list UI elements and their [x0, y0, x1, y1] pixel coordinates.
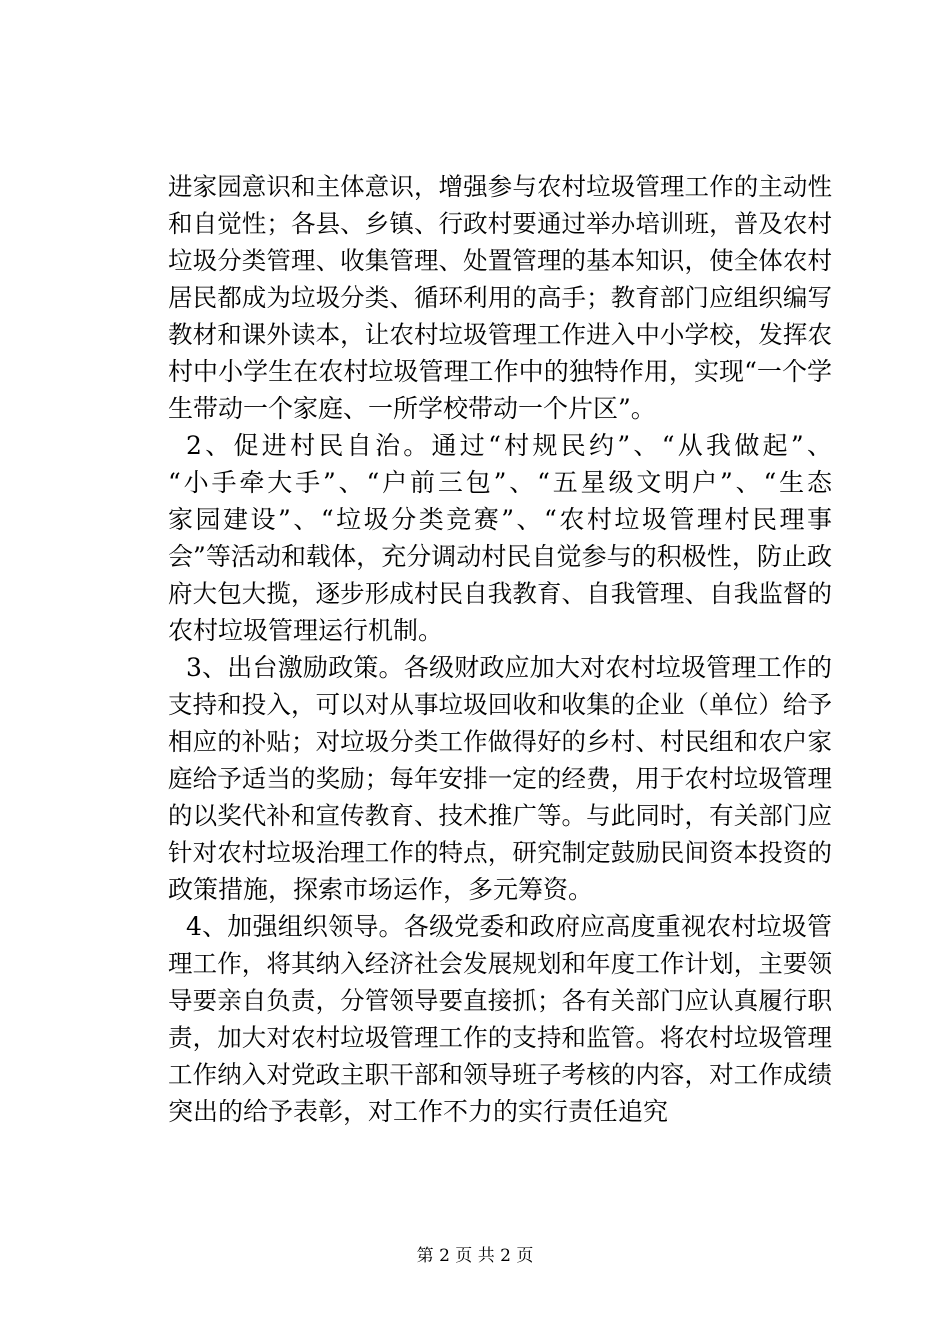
- paragraph-2-first-line: 2、促进村民自治。通过“村规民约”、“从我做起”、: [186, 431, 832, 460]
- text-line: 支持和投入，可以对从事垃圾回收和收集的企业（单位）给予: [168, 690, 832, 719]
- text-line: 相应的补贴；对垃圾分类工作做得好的乡村、村民组和农户家: [168, 727, 832, 756]
- text-line: 垃圾分类管理、收集管理、处置管理的基本知识，使全体农村: [168, 246, 832, 275]
- text-line: 农村垃圾管理运行机制。: [168, 616, 444, 645]
- text-line: 理工作，将其纳入经济社会发展规划和年度工作计划，主要领: [168, 949, 832, 978]
- text-line: 突出的给予表彰，对工作不力的实行责任追究: [168, 1097, 669, 1126]
- text-line: “小手牵大手”、“户前三包”、“五星级文明户”、“生态: [168, 468, 832, 497]
- text-line: 进家园意识和主体意识，增强参与农村垃圾管理工作的主动性: [168, 172, 832, 201]
- text-line: 的以奖代补和宣传教育、技术推广等。与此同时，有关部门应: [168, 801, 832, 830]
- text-line: 村中小学生在农村垃圾管理工作中的独特作用，实现“一个学: [168, 357, 832, 386]
- text-line: 府大包大揽，逐步形成村民自我教育、自我管理、自我监督的: [168, 579, 832, 608]
- text-line: 和自觉性；各县、乡镇、行政村要通过举办培训班，普及农村: [168, 209, 832, 238]
- paragraph-3-first-line: 3、出台激励政策。各级财政应加大对农村垃圾管理工作的: [186, 653, 832, 682]
- text-line: 庭给予适当的奖励；每年安排一定的经费，用于农村垃圾管理: [168, 764, 832, 793]
- text-line: 教材和课外读本，让农村垃圾管理工作进入中小学校，发挥农: [168, 320, 832, 349]
- text-line: 工作纳入对党政主职干部和领导班子考核的内容，对工作成绩: [168, 1060, 832, 1089]
- text-line: 居民都成为垃圾分类、循环利用的高手；教育部门应组织编写: [168, 283, 832, 312]
- text-line: 生带动一个家庭、一所学校带动一个片区”。: [168, 394, 656, 423]
- text-line: 家园建设”、“垃圾分类竞赛”、“农村垃圾管理村民理事: [168, 505, 832, 534]
- text-line: 会”等活动和载体，充分调动村民自觉参与的积极性，防止政: [168, 542, 832, 571]
- text-line: 责，加大对农村垃圾管理工作的支持和监管。将农村垃圾管理: [168, 1023, 832, 1052]
- paragraph-4-first-line: 4、加强组织领导。各级党委和政府应高度重视农村垃圾管: [186, 912, 832, 941]
- text-line: 导要亲自负责，分管领导要直接抓；各有关部门应认真履行职: [168, 986, 832, 1015]
- text-line: 针对农村垃圾治理工作的特点，研究制定鼓励民间资本投资的: [168, 838, 832, 867]
- text-line: 政策措施，探索市场运作，多元筹资。: [168, 875, 594, 904]
- document-body: [168, 168, 832, 1130]
- page-number-footer: 第 2 页 共 2 页: [416, 1246, 534, 1266]
